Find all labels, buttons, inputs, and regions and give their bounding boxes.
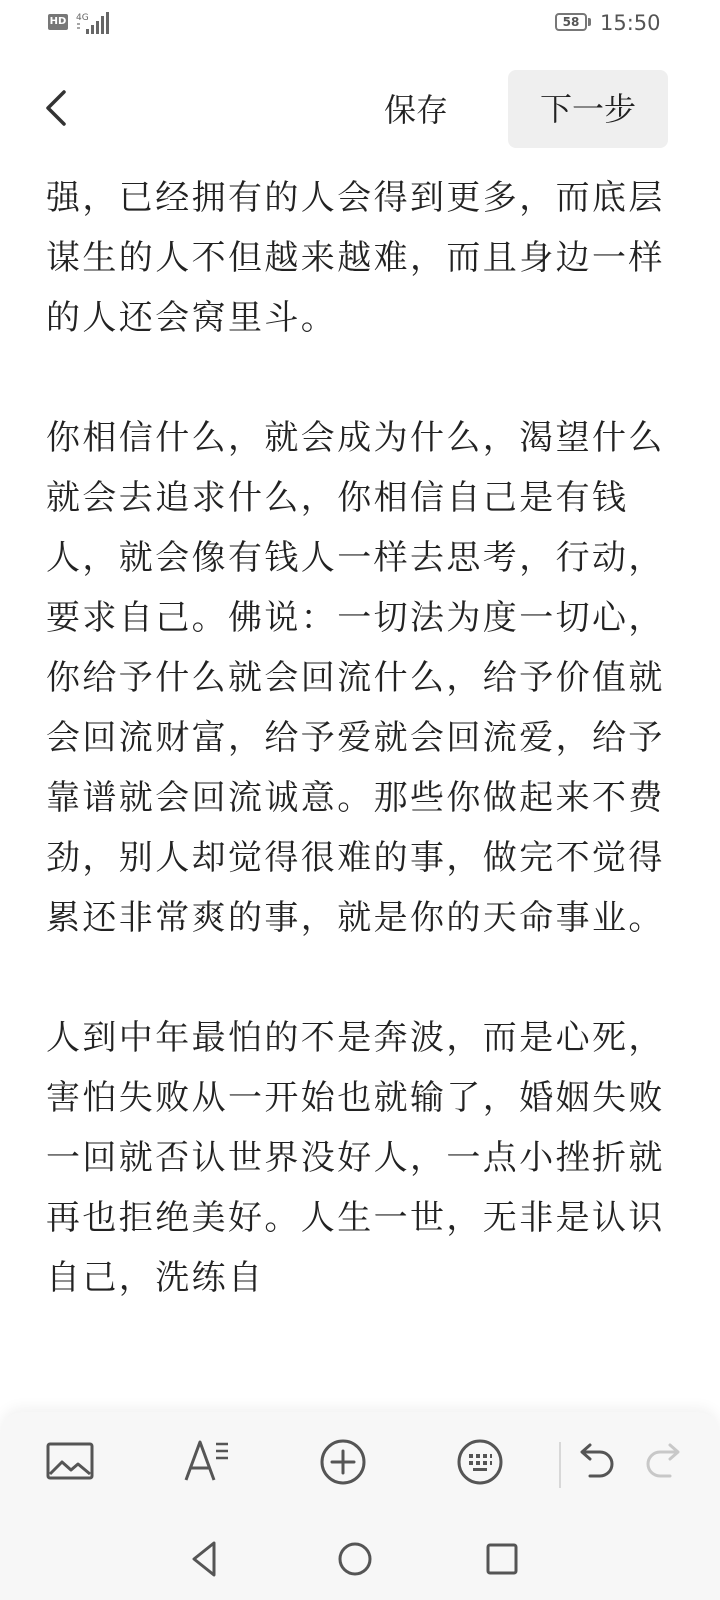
undo-icon <box>566 1432 626 1492</box>
paragraph-spacer <box>46 948 674 1008</box>
undo-button[interactable] <box>566 1432 626 1492</box>
add-button[interactable] <box>313 1432 373 1492</box>
triangle-back-icon <box>180 1534 230 1584</box>
hd-icon: HD <box>48 14 68 30</box>
paragraph: 强，已经拥有的人会得到更多，而底层谋生的人不但越来越难，而且身边一样的人还会窝里斗。 <box>46 178 665 338</box>
system-nav-bar <box>0 1522 720 1600</box>
save-button[interactable]: 保存 <box>383 91 448 129</box>
redo-icon <box>636 1432 696 1492</box>
status-time: 15:50 <box>600 11 661 35</box>
network-type-label: 4G <box>76 13 89 23</box>
text-format-button[interactable] <box>176 1432 236 1492</box>
keyboard-button[interactable] <box>450 1432 510 1492</box>
image-icon <box>40 1432 100 1492</box>
circle-home-icon <box>330 1534 380 1584</box>
back-button[interactable] <box>38 86 82 130</box>
nav-recents-button[interactable] <box>477 1534 527 1584</box>
cellular-signal-icon <box>74 10 114 36</box>
text-format-icon <box>176 1432 236 1492</box>
note-body[interactable] <box>46 168 674 1398</box>
insert-image-button[interactable] <box>40 1432 100 1492</box>
redo-button[interactable] <box>636 1432 696 1492</box>
battery-level: 58 <box>555 13 587 31</box>
battery-tip <box>588 18 591 26</box>
next-step-button[interactable]: 下一步 <box>508 70 668 148</box>
nav-home-button[interactable] <box>330 1534 380 1584</box>
status-bar <box>0 0 720 50</box>
square-recents-icon <box>477 1534 527 1584</box>
nav-back-button[interactable] <box>180 1534 230 1584</box>
paragraph: 人到中年最怕的不是奔波，而是心死，害怕失败从一开始也就输了，婚姻失败一回就否认世界没好人，一点小挫折就再也拒绝美好。人生一世，无非是认识自己，洗练自 <box>46 1018 665 1298</box>
add-icon <box>313 1432 373 1492</box>
keyboard-icon <box>450 1432 510 1492</box>
bottom-panel <box>0 1412 720 1600</box>
paragraph-spacer <box>46 348 674 408</box>
editor-toolbar <box>0 70 720 150</box>
paragraph: 你相信什么，就会成为什么，渴望什么就会去追求什么，你相信自己是有钱人，就会像有钱人一样去思考，行动，要求自己。佛说：一切法为度一切心，你给予什么就会回流什么，给予价值就会回流财富，给予爱就会回流爱，给予靠谱就会回流诚意。那些你做起来不费劲，别人却觉得很难的事，做完不觉得累还非常爽的事，就是你的天命事业。 <box>46 418 665 938</box>
toolbar-divider <box>559 1442 561 1488</box>
chevron-left-icon <box>38 86 82 130</box>
